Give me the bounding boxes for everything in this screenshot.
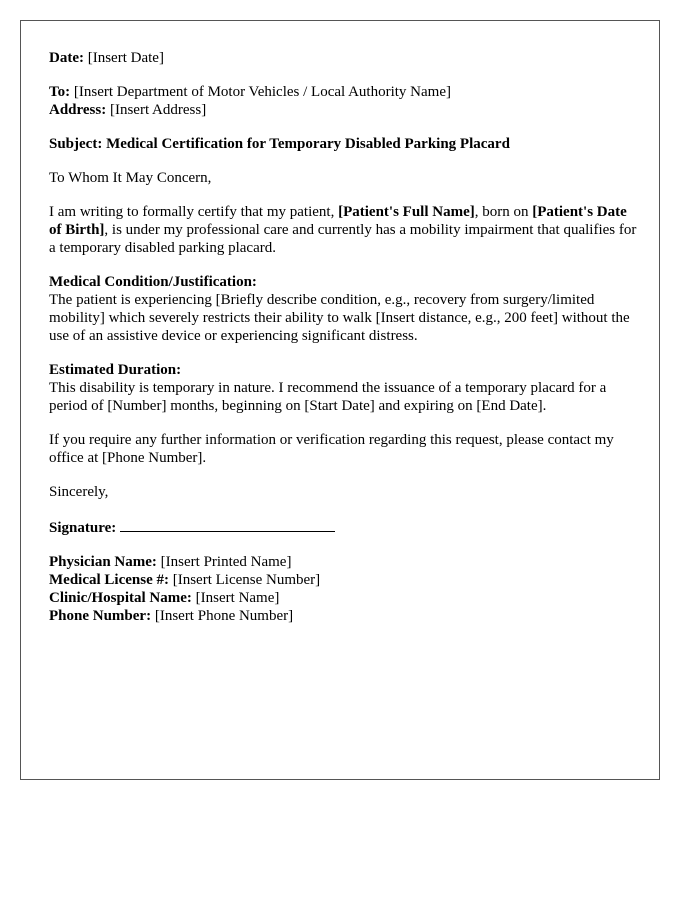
license-value: [Insert License Number] [172,572,321,588]
date-value: [Insert Date] [87,50,164,66]
license-label: Medical License #: [49,572,169,588]
date-label: Date: [49,50,84,66]
intro-part2: , born on [474,204,533,220]
intro-paragraph [49,203,639,257]
intro-part3: , is under my professional care and currently has a mobility impairment that qualifies for a temporary disabled parking placard. [49,222,637,256]
contact-paragraph: If you require any further information or verification regarding this request, please contact my office at [Phone Number]. [49,432,614,466]
subject-text: Subject: Medical Certification for Temporary Disabled Parking Placard [49,136,510,152]
condition-heading: Medical Condition/Justification: [49,274,257,290]
duration-heading: Estimated Duration: [49,362,182,378]
physician-name-label: Physician Name: [49,554,157,570]
to-label: To: [49,84,71,100]
letter-content [49,49,639,625]
duration-text: This disability is temporary in nature. I recommend the issuance of a temporary placard for a period of [Number] months, beginning on [Start Date] and expiring on [End Date]. [49,380,607,414]
intro-part1: I am writing to formally certify that my patient, [49,204,339,220]
phone-label: Phone Number: [49,608,152,624]
salutation: To Whom It May Concern, [49,170,212,186]
patient-dob: [Patient's Date of Birth] [49,204,627,238]
clinic-value: [Insert Name] [195,590,280,606]
condition-text: The patient is experiencing [Briefly describe condition, e.g., recovery from surgery/limited mobility] which severely restricts their ability to walk [Insert distance, e.g., 200 feet] without the use of an assistive device or experiencing significant distress. [49,292,630,344]
subject-line [49,135,639,153]
recipient-block [49,83,639,119]
signature-label: Signature: [49,520,117,536]
address-value: [Insert Address] [109,102,207,118]
duration-section [49,361,639,415]
to-value: [Insert Department of Motor Vehicles / Local Authority Name] [73,84,451,100]
signature-blank [120,517,335,532]
physician-block [49,553,639,625]
date-line [49,49,639,67]
address-label: Address: [49,102,107,118]
patient-name: [Patient's Full Name] [338,204,475,220]
condition-section [49,273,639,345]
closing: Sincerely, [49,484,109,500]
clinic-label: Clinic/Hospital Name: [49,590,192,606]
signature-line [49,517,639,537]
letter-page [20,20,660,780]
physician-name-value: [Insert Printed Name] [160,554,292,570]
phone-value: [Insert Phone Number] [154,608,294,624]
